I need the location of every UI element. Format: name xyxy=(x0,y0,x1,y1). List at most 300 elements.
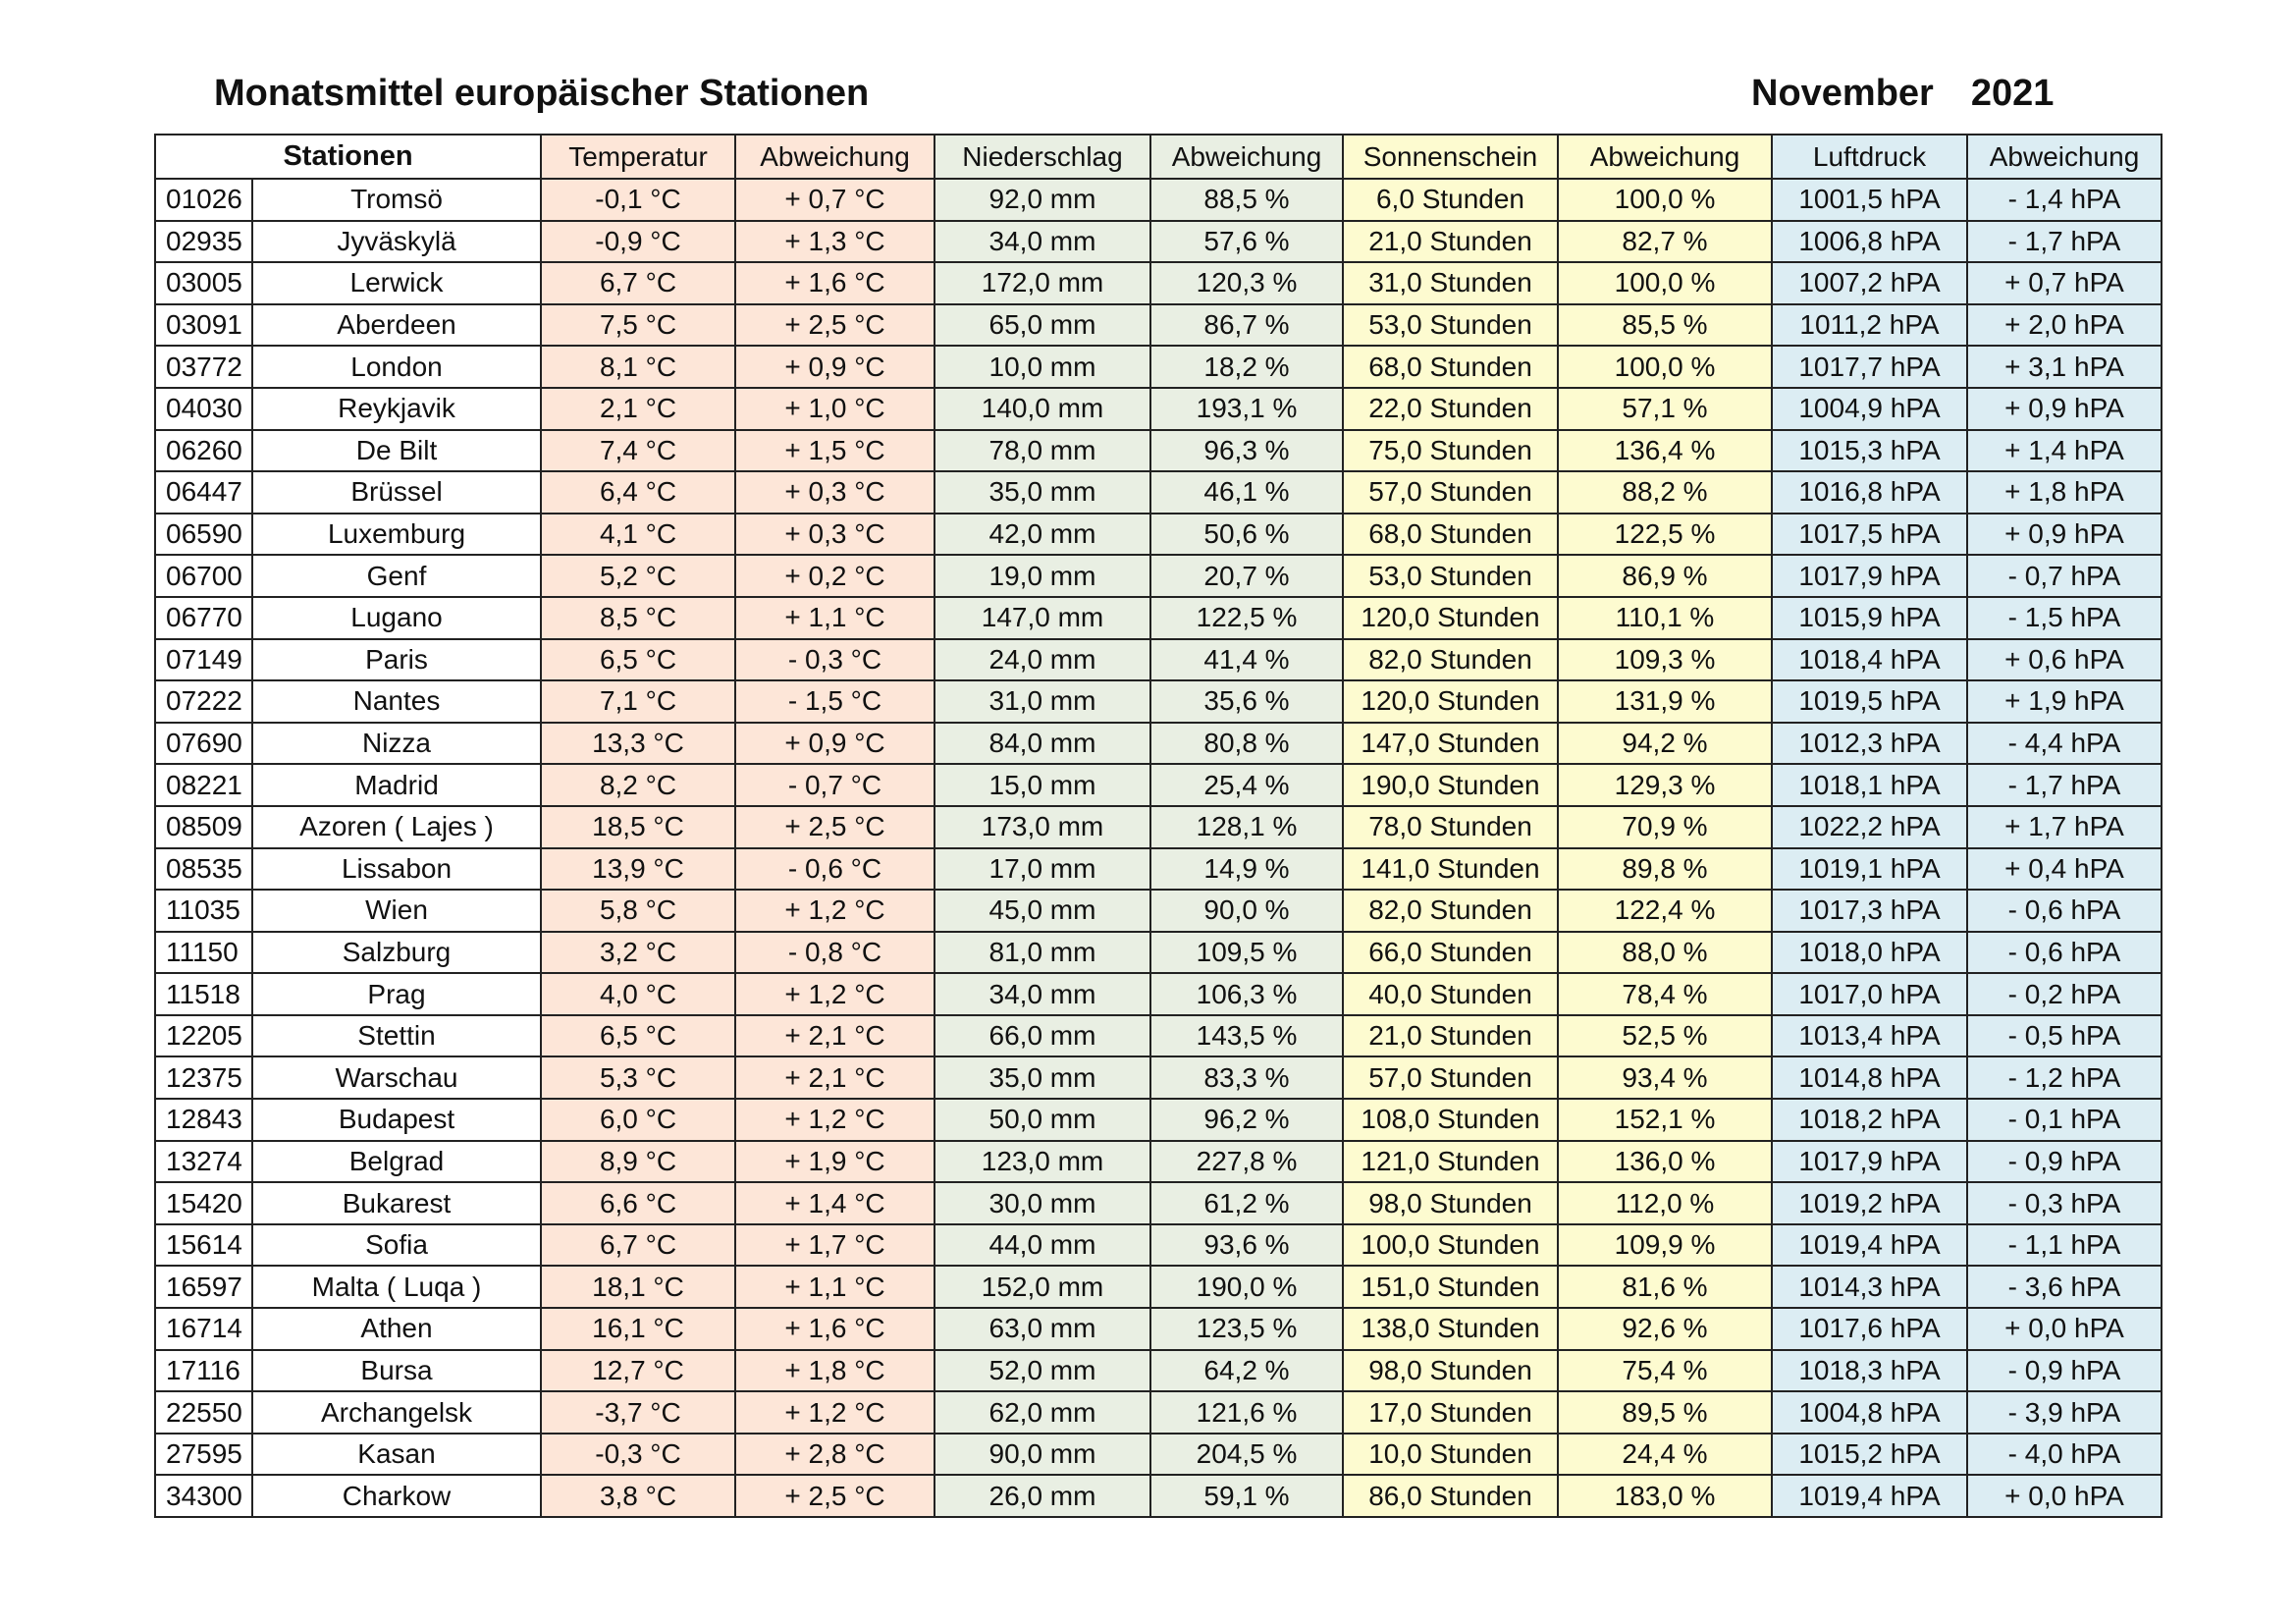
pressure-cell: 1014,3 hPA xyxy=(1772,1266,1967,1308)
temperature-deviation-cell: + 1,9 °C xyxy=(735,1141,934,1183)
sunshine-deviation-cell: 122,5 % xyxy=(1558,514,1772,556)
station-name: Nizza xyxy=(252,723,541,765)
temperature-cell: 6,4 °C xyxy=(541,471,735,514)
sunshine-deviation-cell: 89,5 % xyxy=(1558,1391,1772,1434)
station-code: 06260 xyxy=(155,430,252,472)
station-code: 16714 xyxy=(155,1308,252,1350)
temperature-deviation-cell: + 1,8 °C xyxy=(735,1350,934,1392)
sunshine-deviation-cell: 100,0 % xyxy=(1558,346,1772,388)
station-code: 11518 xyxy=(155,973,252,1015)
pressure-cell: 1015,9 hPA xyxy=(1772,597,1967,639)
pressure-deviation-cell: - 0,9 hPA xyxy=(1967,1141,2162,1183)
sunshine-deviation-cell: 112,0 % xyxy=(1558,1182,1772,1224)
temperature-cell: 2,1 °C xyxy=(541,388,735,430)
table-row xyxy=(155,430,2162,472)
temperature-cell: 6,6 °C xyxy=(541,1182,735,1224)
table-row xyxy=(155,1099,2162,1141)
station-code: 22550 xyxy=(155,1391,252,1434)
sunshine-deviation-cell: 57,1 % xyxy=(1558,388,1772,430)
temperature-deviation-cell: + 1,2 °C xyxy=(735,973,934,1015)
station-name: Sofia xyxy=(252,1224,541,1267)
pressure-deviation-cell: - 1,5 hPA xyxy=(1967,597,2162,639)
precipitation-cell: 34,0 mm xyxy=(934,973,1150,1015)
pressure-deviation-cell: - 0,6 hPA xyxy=(1967,890,2162,932)
sunshine-deviation-cell: 81,6 % xyxy=(1558,1266,1772,1308)
station-code: 11035 xyxy=(155,890,252,932)
precipitation-deviation-cell: 14,9 % xyxy=(1150,848,1343,891)
station-name: Malta ( Luqa ) xyxy=(252,1266,541,1308)
sunshine-cell: 22,0 Stunden xyxy=(1343,388,1558,430)
pressure-cell: 1018,0 hPA xyxy=(1772,932,1967,974)
table-row xyxy=(155,597,2162,639)
precipitation-deviation-cell: 96,3 % xyxy=(1150,430,1343,472)
precipitation-deviation-cell: 59,1 % xyxy=(1150,1475,1343,1517)
table-row xyxy=(155,1056,2162,1099)
pressure-deviation-cell: - 0,5 hPA xyxy=(1967,1015,2162,1057)
table-row xyxy=(155,1266,2162,1308)
precipitation-cell: 92,0 mm xyxy=(934,179,1150,221)
pressure-cell: 1019,5 hPA xyxy=(1772,680,1967,723)
temperature-cell: 8,5 °C xyxy=(541,597,735,639)
station-name: Kasan xyxy=(252,1434,541,1476)
temperature-cell: -3,7 °C xyxy=(541,1391,735,1434)
station-code: 08509 xyxy=(155,806,252,848)
station-code: 13274 xyxy=(155,1141,252,1183)
temperature-cell: 7,5 °C xyxy=(541,304,735,347)
station-name: De Bilt xyxy=(252,430,541,472)
precipitation-cell: 123,0 mm xyxy=(934,1141,1150,1183)
temperature-deviation-cell: + 0,2 °C xyxy=(735,555,934,597)
precipitation-deviation-cell: 88,5 % xyxy=(1150,179,1343,221)
table-row xyxy=(155,1475,2162,1517)
temperature-cell: 3,8 °C xyxy=(541,1475,735,1517)
precipitation-deviation-cell: 25,4 % xyxy=(1150,764,1343,806)
sunshine-cell: 21,0 Stunden xyxy=(1343,1015,1558,1057)
temperature-cell: 8,9 °C xyxy=(541,1141,735,1183)
pressure-cell: 1016,8 hPA xyxy=(1772,471,1967,514)
table-row xyxy=(155,764,2162,806)
station-code: 07690 xyxy=(155,723,252,765)
station-name: Salzburg xyxy=(252,932,541,974)
pressure-cell: 1017,9 hPA xyxy=(1772,555,1967,597)
temperature-deviation-cell: + 1,5 °C xyxy=(735,430,934,472)
station-code: 12843 xyxy=(155,1099,252,1141)
station-table xyxy=(154,134,2163,1518)
precipitation-cell: 45,0 mm xyxy=(934,890,1150,932)
station-name: Nantes xyxy=(252,680,541,723)
sunshine-deviation-cell: 52,5 % xyxy=(1558,1015,1772,1057)
sunshine-cell: 151,0 Stunden xyxy=(1343,1266,1558,1308)
temperature-cell: 18,1 °C xyxy=(541,1266,735,1308)
pressure-deviation-cell: - 0,3 hPA xyxy=(1967,1182,2162,1224)
precipitation-deviation-cell: 90,0 % xyxy=(1150,890,1343,932)
table-row xyxy=(155,806,2162,848)
sunshine-cell: 141,0 Stunden xyxy=(1343,848,1558,891)
temperature-deviation-cell: + 0,7 °C xyxy=(735,179,934,221)
table-row xyxy=(155,1391,2162,1434)
precipitation-cell: 15,0 mm xyxy=(934,764,1150,806)
precipitation-deviation-cell: 46,1 % xyxy=(1150,471,1343,514)
table-row xyxy=(155,848,2162,891)
sunshine-deviation-cell: 136,4 % xyxy=(1558,430,1772,472)
table-row xyxy=(155,304,2162,347)
report-period xyxy=(1751,73,2054,115)
pressure-deviation-cell: - 4,4 hPA xyxy=(1967,723,2162,765)
station-name: Tromsö xyxy=(252,179,541,221)
station-name: Lugano xyxy=(252,597,541,639)
table-row xyxy=(155,346,2162,388)
table-row xyxy=(155,1308,2162,1350)
temperature-deviation-cell: - 0,7 °C xyxy=(735,764,934,806)
table-row xyxy=(155,1350,2162,1392)
station-code: 08221 xyxy=(155,764,252,806)
temperature-cell: 6,7 °C xyxy=(541,262,735,304)
station-name: Warschau xyxy=(252,1056,541,1099)
temperature-deviation-cell: + 2,5 °C xyxy=(735,304,934,347)
station-name: Genf xyxy=(252,555,541,597)
temperature-cell: 13,3 °C xyxy=(541,723,735,765)
station-name: Lissabon xyxy=(252,848,541,891)
sunshine-cell: 6,0 Stunden xyxy=(1343,179,1558,221)
precipitation-cell: 17,0 mm xyxy=(934,848,1150,891)
sunshine-cell: 120,0 Stunden xyxy=(1343,680,1558,723)
pressure-deviation-cell: - 3,9 hPA xyxy=(1967,1391,2162,1434)
sunshine-cell: 75,0 Stunden xyxy=(1343,430,1558,472)
pressure-cell: 1012,3 hPA xyxy=(1772,723,1967,765)
pressure-cell: 1018,2 hPA xyxy=(1772,1099,1967,1141)
station-code: 06700 xyxy=(155,555,252,597)
sunshine-deviation-cell: 109,3 % xyxy=(1558,639,1772,681)
pressure-deviation-cell: - 0,7 hPA xyxy=(1967,555,2162,597)
table-row xyxy=(155,262,2162,304)
station-name: Charkow xyxy=(252,1475,541,1517)
station-name: Archangelsk xyxy=(252,1391,541,1434)
temperature-deviation-cell: + 2,8 °C xyxy=(735,1434,934,1476)
temperature-cell: 5,2 °C xyxy=(541,555,735,597)
precipitation-deviation-cell: 120,3 % xyxy=(1150,262,1343,304)
sunshine-cell: 190,0 Stunden xyxy=(1343,764,1558,806)
station-code: 27595 xyxy=(155,1434,252,1476)
precipitation-cell: 35,0 mm xyxy=(934,1056,1150,1099)
precipitation-deviation-cell: 143,5 % xyxy=(1150,1015,1343,1057)
sunshine-deviation-cell: 94,2 % xyxy=(1558,723,1772,765)
precipitation-deviation-cell: 123,5 % xyxy=(1150,1308,1343,1350)
precipitation-deviation-cell: 193,1 % xyxy=(1150,388,1343,430)
precipitation-cell: 19,0 mm xyxy=(934,555,1150,597)
table-row xyxy=(155,973,2162,1015)
sunshine-deviation-cell: 129,3 % xyxy=(1558,764,1772,806)
col-header-stations: Stationen xyxy=(155,135,541,179)
temperature-cell: 18,5 °C xyxy=(541,806,735,848)
sunshine-cell: 10,0 Stunden xyxy=(1343,1434,1558,1476)
col-header-precipitation-deviation: Abweichung xyxy=(1150,135,1343,179)
precipitation-cell: 84,0 mm xyxy=(934,723,1150,765)
sunshine-cell: 120,0 Stunden xyxy=(1343,597,1558,639)
temperature-deviation-cell: + 1,0 °C xyxy=(735,388,934,430)
temperature-cell: 4,0 °C xyxy=(541,973,735,1015)
pressure-cell: 1017,6 hPA xyxy=(1772,1308,1967,1350)
pressure-deviation-cell: + 0,4 hPA xyxy=(1967,848,2162,891)
precipitation-deviation-cell: 106,3 % xyxy=(1150,973,1343,1015)
temperature-cell: 3,2 °C xyxy=(541,932,735,974)
temperature-cell: 7,4 °C xyxy=(541,430,735,472)
precipitation-deviation-cell: 93,6 % xyxy=(1150,1224,1343,1267)
temperature-deviation-cell: + 1,6 °C xyxy=(735,1308,934,1350)
pressure-deviation-cell: + 2,0 hPA xyxy=(1967,304,2162,347)
temperature-deviation-cell: + 0,9 °C xyxy=(735,346,934,388)
pressure-cell: 1001,5 hPA xyxy=(1772,179,1967,221)
precipitation-cell: 172,0 mm xyxy=(934,262,1150,304)
sunshine-cell: 100,0 Stunden xyxy=(1343,1224,1558,1267)
sunshine-deviation-cell: 110,1 % xyxy=(1558,597,1772,639)
station-code: 07222 xyxy=(155,680,252,723)
temperature-deviation-cell: + 2,5 °C xyxy=(735,1475,934,1517)
precipitation-deviation-cell: 204,5 % xyxy=(1150,1434,1343,1476)
pressure-deviation-cell: + 1,8 hPA xyxy=(1967,471,2162,514)
temperature-deviation-cell: - 0,3 °C xyxy=(735,639,934,681)
precipitation-deviation-cell: 121,6 % xyxy=(1150,1391,1343,1434)
temperature-cell: 6,5 °C xyxy=(541,1015,735,1057)
table-row xyxy=(155,388,2162,430)
precipitation-cell: 62,0 mm xyxy=(934,1391,1150,1434)
station-code: 12205 xyxy=(155,1015,252,1057)
station-name: Bursa xyxy=(252,1350,541,1392)
temperature-cell: 12,7 °C xyxy=(541,1350,735,1392)
temperature-cell: 7,1 °C xyxy=(541,680,735,723)
pressure-cell: 1019,1 hPA xyxy=(1772,848,1967,891)
station-code: 15420 xyxy=(155,1182,252,1224)
station-name: Madrid xyxy=(252,764,541,806)
precipitation-deviation-cell: 41,4 % xyxy=(1150,639,1343,681)
sunshine-deviation-cell: 136,0 % xyxy=(1558,1141,1772,1183)
pressure-cell: 1013,4 hPA xyxy=(1772,1015,1967,1057)
station-code: 17116 xyxy=(155,1350,252,1392)
station-code: 06447 xyxy=(155,471,252,514)
temperature-deviation-cell: + 1,1 °C xyxy=(735,597,934,639)
station-name: Reykjavik xyxy=(252,388,541,430)
pressure-cell: 1007,2 hPA xyxy=(1772,262,1967,304)
sunshine-cell: 17,0 Stunden xyxy=(1343,1391,1558,1434)
pressure-deviation-cell: + 0,6 hPA xyxy=(1967,639,2162,681)
temperature-deviation-cell: - 0,6 °C xyxy=(735,848,934,891)
pressure-deviation-cell: - 0,1 hPA xyxy=(1967,1099,2162,1141)
sunshine-cell: 31,0 Stunden xyxy=(1343,262,1558,304)
temperature-cell: 8,2 °C xyxy=(541,764,735,806)
precipitation-deviation-cell: 190,0 % xyxy=(1150,1266,1343,1308)
pressure-deviation-cell: + 0,9 hPA xyxy=(1967,514,2162,556)
sunshine-deviation-cell: 82,7 % xyxy=(1558,221,1772,263)
station-code: 03772 xyxy=(155,346,252,388)
temperature-deviation-cell: + 1,1 °C xyxy=(735,1266,934,1308)
table-row xyxy=(155,555,2162,597)
precipitation-cell: 173,0 mm xyxy=(934,806,1150,848)
precipitation-cell: 90,0 mm xyxy=(934,1434,1150,1476)
temperature-deviation-cell: - 1,5 °C xyxy=(735,680,934,723)
col-header-sunshine: Sonnenschein xyxy=(1343,135,1558,179)
table-body xyxy=(155,179,2162,1517)
pressure-cell: 1019,2 hPA xyxy=(1772,1182,1967,1224)
pressure-deviation-cell: - 1,7 hPA xyxy=(1967,221,2162,263)
pressure-cell: 1015,3 hPA xyxy=(1772,430,1967,472)
precipitation-deviation-cell: 64,2 % xyxy=(1150,1350,1343,1392)
station-name: Prag xyxy=(252,973,541,1015)
station-code: 08535 xyxy=(155,848,252,891)
sunshine-deviation-cell: 89,8 % xyxy=(1558,848,1772,891)
temperature-deviation-cell: + 1,2 °C xyxy=(735,1391,934,1434)
station-code: 04030 xyxy=(155,388,252,430)
sunshine-cell: 57,0 Stunden xyxy=(1343,471,1558,514)
pressure-deviation-cell: + 0,9 hPA xyxy=(1967,388,2162,430)
station-code: 34300 xyxy=(155,1475,252,1517)
station-code: 01026 xyxy=(155,179,252,221)
precipitation-cell: 30,0 mm xyxy=(934,1182,1150,1224)
station-code: 07149 xyxy=(155,639,252,681)
precipitation-deviation-cell: 20,7 % xyxy=(1150,555,1343,597)
pressure-cell: 1019,4 hPA xyxy=(1772,1475,1967,1517)
station-name: Stettin xyxy=(252,1015,541,1057)
report-year: 2021 xyxy=(1970,73,2055,114)
temperature-deviation-cell: + 1,4 °C xyxy=(735,1182,934,1224)
precipitation-deviation-cell: 128,1 % xyxy=(1150,806,1343,848)
precipitation-deviation-cell: 35,6 % xyxy=(1150,680,1343,723)
sunshine-deviation-cell: 131,9 % xyxy=(1558,680,1772,723)
temperature-deviation-cell: + 1,6 °C xyxy=(735,262,934,304)
pressure-cell: 1022,2 hPA xyxy=(1772,806,1967,848)
pressure-cell: 1017,5 hPA xyxy=(1772,514,1967,556)
temperature-cell: -0,3 °C xyxy=(541,1434,735,1476)
sunshine-deviation-cell: 92,6 % xyxy=(1558,1308,1772,1350)
precipitation-deviation-cell: 50,6 % xyxy=(1150,514,1343,556)
station-name: Athen xyxy=(252,1308,541,1350)
pressure-deviation-cell: + 0,0 hPA xyxy=(1967,1475,2162,1517)
station-name: Azoren ( Lajes ) xyxy=(252,806,541,848)
precipitation-deviation-cell: 109,5 % xyxy=(1150,932,1343,974)
pressure-deviation-cell: - 1,2 hPA xyxy=(1967,1056,2162,1099)
pressure-deviation-cell: - 1,4 hPA xyxy=(1967,179,2162,221)
temperature-cell: 8,1 °C xyxy=(541,346,735,388)
table-row xyxy=(155,179,2162,221)
station-name: Budapest xyxy=(252,1099,541,1141)
table-row xyxy=(155,723,2162,765)
sunshine-deviation-cell: 93,4 % xyxy=(1558,1056,1772,1099)
precipitation-deviation-cell: 18,2 % xyxy=(1150,346,1343,388)
report-month: November xyxy=(1751,73,1934,114)
station-name: Brüssel xyxy=(252,471,541,514)
sunshine-cell: 53,0 Stunden xyxy=(1343,555,1558,597)
temperature-deviation-cell: + 0,3 °C xyxy=(735,471,934,514)
precipitation-cell: 26,0 mm xyxy=(934,1475,1150,1517)
pressure-cell: 1017,9 hPA xyxy=(1772,1141,1967,1183)
sunshine-deviation-cell: 88,2 % xyxy=(1558,471,1772,514)
table-row xyxy=(155,1224,2162,1267)
table-row xyxy=(155,221,2162,263)
sunshine-cell: 82,0 Stunden xyxy=(1343,639,1558,681)
sunshine-cell: 66,0 Stunden xyxy=(1343,932,1558,974)
pressure-cell: 1017,3 hPA xyxy=(1772,890,1967,932)
station-code: 02935 xyxy=(155,221,252,263)
pressure-deviation-cell: - 0,9 hPA xyxy=(1967,1350,2162,1392)
station-code: 11150 xyxy=(155,932,252,974)
sunshine-deviation-cell: 78,4 % xyxy=(1558,973,1772,1015)
precipitation-cell: 10,0 mm xyxy=(934,346,1150,388)
temperature-deviation-cell: - 0,8 °C xyxy=(735,932,934,974)
sunshine-cell: 86,0 Stunden xyxy=(1343,1475,1558,1517)
pressure-deviation-cell: - 1,1 hPA xyxy=(1967,1224,2162,1267)
pressure-deviation-cell: + 1,7 hPA xyxy=(1967,806,2162,848)
pressure-cell: 1015,2 hPA xyxy=(1772,1434,1967,1476)
table-row xyxy=(155,639,2162,681)
col-header-temperature-deviation: Abweichung xyxy=(735,135,934,179)
pressure-cell: 1017,7 hPA xyxy=(1772,346,1967,388)
sunshine-deviation-cell: 122,4 % xyxy=(1558,890,1772,932)
pressure-deviation-cell: + 1,4 hPA xyxy=(1967,430,2162,472)
precipitation-cell: 34,0 mm xyxy=(934,221,1150,263)
pressure-deviation-cell: + 0,7 hPA xyxy=(1967,262,2162,304)
station-code: 15614 xyxy=(155,1224,252,1267)
sunshine-cell: 57,0 Stunden xyxy=(1343,1056,1558,1099)
pressure-cell: 1011,2 hPA xyxy=(1772,304,1967,347)
temperature-cell: -0,9 °C xyxy=(541,221,735,263)
temperature-cell: 13,9 °C xyxy=(541,848,735,891)
station-name: Luxemburg xyxy=(252,514,541,556)
col-header-pressure: Luftdruck xyxy=(1772,135,1967,179)
temperature-deviation-cell: + 2,1 °C xyxy=(735,1015,934,1057)
sunshine-deviation-cell: 24,4 % xyxy=(1558,1434,1772,1476)
sunshine-deviation-cell: 85,5 % xyxy=(1558,304,1772,347)
temperature-cell: 4,1 °C xyxy=(541,514,735,556)
pressure-cell: 1018,4 hPA xyxy=(1772,639,1967,681)
table-row xyxy=(155,514,2162,556)
temperature-deviation-cell: + 2,1 °C xyxy=(735,1056,934,1099)
sunshine-deviation-cell: 75,4 % xyxy=(1558,1350,1772,1392)
sunshine-cell: 98,0 Stunden xyxy=(1343,1182,1558,1224)
header-row xyxy=(155,135,2162,179)
col-header-temperature: Temperatur xyxy=(541,135,735,179)
pressure-deviation-cell: + 0,0 hPA xyxy=(1967,1308,2162,1350)
precipitation-cell: 152,0 mm xyxy=(934,1266,1150,1308)
col-header-sunshine-deviation: Abweichung xyxy=(1558,135,1772,179)
pressure-cell: 1014,8 hPA xyxy=(1772,1056,1967,1099)
pressure-deviation-cell: - 4,0 hPA xyxy=(1967,1434,2162,1476)
pressure-deviation-cell: - 0,2 hPA xyxy=(1967,973,2162,1015)
station-name: Belgrad xyxy=(252,1141,541,1183)
station-name: Jyväskylä xyxy=(252,221,541,263)
sunshine-cell: 82,0 Stunden xyxy=(1343,890,1558,932)
precipitation-deviation-cell: 96,2 % xyxy=(1150,1099,1343,1141)
sunshine-cell: 21,0 Stunden xyxy=(1343,221,1558,263)
precipitation-deviation-cell: 80,8 % xyxy=(1150,723,1343,765)
station-name: Wien xyxy=(252,890,541,932)
precipitation-cell: 140,0 mm xyxy=(934,388,1150,430)
temperature-cell: 6,0 °C xyxy=(541,1099,735,1141)
precipitation-cell: 31,0 mm xyxy=(934,680,1150,723)
table-row xyxy=(155,1015,2162,1057)
page-title: Monatsmittel europäischer Stationen xyxy=(214,73,870,114)
sunshine-cell: 108,0 Stunden xyxy=(1343,1099,1558,1141)
station-name: Aberdeen xyxy=(252,304,541,347)
table-row xyxy=(155,471,2162,514)
precipitation-deviation-cell: 83,3 % xyxy=(1150,1056,1343,1099)
station-code: 12375 xyxy=(155,1056,252,1099)
sunshine-deviation-cell: 183,0 % xyxy=(1558,1475,1772,1517)
precipitation-cell: 50,0 mm xyxy=(934,1099,1150,1141)
precipitation-deviation-cell: 227,8 % xyxy=(1150,1141,1343,1183)
temperature-deviation-cell: + 0,9 °C xyxy=(735,723,934,765)
col-header-precipitation: Niederschlag xyxy=(934,135,1150,179)
pressure-cell: 1018,3 hPA xyxy=(1772,1350,1967,1392)
sunshine-deviation-cell: 152,1 % xyxy=(1558,1099,1772,1141)
sunshine-cell: 53,0 Stunden xyxy=(1343,304,1558,347)
